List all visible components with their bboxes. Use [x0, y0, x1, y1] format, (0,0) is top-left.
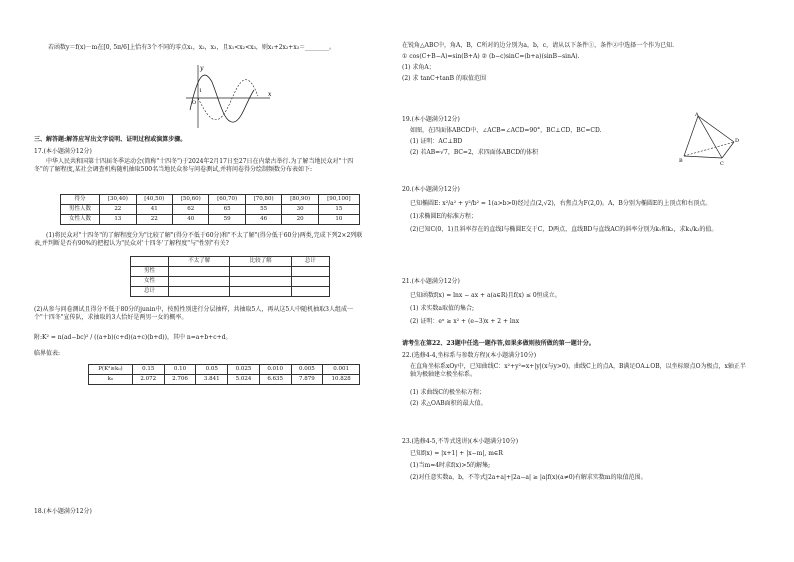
tri-label-b: B [679, 158, 683, 164]
tri-label-a: A [695, 112, 699, 118]
sine-graph [184, 62, 274, 132]
tetrahedron-figure [678, 112, 742, 166]
q18-head: 18.(本小题满分12分) [34, 508, 92, 515]
crit-row-k: k₀ 2.072 2.706 3.841 5.024 6.635 7.879 10.828 [89, 375, 360, 385]
q18-sub2: (2) 求 tanC+tanB 的取值范围 [402, 75, 486, 82]
q21-head: 21.(本小题满分12分) [402, 278, 460, 285]
q19-sub2: (2) 若AB=√7，BC=2，求四面体ABCD的体积 [410, 149, 539, 156]
q18-options: ① cos(C+B−A)=sin(B+A) ② (b−c)sinC=(b+a)(sinB−sinA). [402, 53, 580, 60]
section3-heading: 三、解答题:解答应写出文字说明、证明过程或演算步骤。 [34, 136, 187, 143]
q22-sub1: (1) 求曲线C的极坐标方程； [410, 389, 485, 396]
formula: 附:K² = n(ad−bc)² / ((a+b)(c+d)(a+c)(b+d))，其中 n=a+b+c+d。 [34, 334, 232, 341]
q20-intro: 已知椭圆E: x²/a² + y²/b² = 1(a>b>0)经过点(2,√2)，右焦点为F(2,0)。A，B分别为椭圆E的上顶点和右顶点。 [410, 200, 712, 207]
tri-label-c: C [720, 161, 724, 166]
q18-intro: 在锐角△ABC中，角A，B，C所对的边分别为a，b，c，请从以下条件①，条件②中选择一个作为已知. [402, 42, 675, 49]
crit-row-p: P(K²≥k₀) 0.15 0.10 0.05 0.025 0.010 0.005 0.001 [89, 365, 360, 375]
q17-intro: 中华人民共和国第十四届冬季运动会(简称"十四冬")于2024年2月17日至27日在内蒙古举行.为了解当地民众对"十四冬"的了解程度,某社会调查机构随机抽取500名当地民众参与问卷测试,并将问卷得分绘制频数分布表如下: [34, 158, 354, 174]
q17-head: 17.(本小题满分12分) [34, 148, 92, 155]
q16-text: 若函数y＝f(x)－m在[0, 5π/6]上恰有3个不同的零点x₁，x₂，x₃，且x₁<x₂<x₃，则x₁+2x₂+x₃＝________。 [48, 44, 336, 51]
cont-header-row: 不太了解 比较了解 总计 [131, 257, 330, 267]
cont-row-female: 女性 [131, 277, 330, 287]
q17-part1: (1)将民众对"十四冬"的了解程度分为"比较了解"(得分不低于60分)和"不太了解"(得分低于60分)两类,完成下列2×2列联表,并判断是否有90%的把握认为"民众对'十四冬'了解程度"与"性别"有关? [34, 232, 363, 248]
q22-intro: 在直角坐标系xOy中，已知曲线C：x²+y²=x+|y|(x与y>0)，曲线C上的点A，B满足OA⊥OB，以坐标原点O为极点，x轴正半轴为极轴建立极坐标系。 [410, 363, 746, 379]
q20-head: 20.(本小题满分12分) [402, 186, 460, 193]
critical-table [88, 364, 360, 385]
elective-note: 请考生在第22、23题中任选一题作答,如果多做则按所做的第一题计分。 [402, 340, 595, 347]
origin-label: O [192, 100, 197, 106]
freq-header-row: 得分 [30,40) [40,50) [50,60) [60,70) [70,80) [80,90) [90,100] [61, 195, 360, 205]
q22-head: 22.(选修4-4,坐标系与参数方程)(本小题满分10分) [402, 352, 537, 359]
q18-sub1: (1) 求角A； [402, 64, 435, 71]
q19-head: 19.(本小题满分12分) [402, 116, 460, 123]
freq-row-female: 女性人数 13 22 40 59 46 20 10 [61, 215, 360, 225]
q23-sub2: (2)对任意实数a，b，不等式|2a+a|+|2a−a| ≥ |a|f(x)(a≠0)有解求实数m的取值范围。 [410, 474, 647, 481]
q17-part2: (2)从参与问卷测试且得分不低于80分的junin中，按照性别进行分层抽样，共抽取5人，再从这5人中随机抽取3人组成一个"十四冬"宣传队，求抽取的3人恰好是两男一女的概率。 [34, 306, 353, 322]
q20-sub1: (1)求椭圆E的标准方程； [410, 213, 477, 220]
q21-sub2: (2) 证明：eˣ ≥ x² + (e−3)x + 2 + lnx [410, 318, 520, 325]
value-label: 1 [199, 88, 203, 94]
contingency-table [130, 256, 330, 297]
q23-sub1: (1)当m=4时求f(x)>5的解集; [410, 462, 491, 469]
tri-label-d: D [735, 138, 740, 144]
critical-title: 临界值表: [34, 350, 61, 357]
curve-solid [190, 75, 254, 122]
cont-row-total: 总计 [131, 287, 330, 297]
cont-row-male: 男性 [131, 267, 330, 277]
q21-sub1: (1) 求实数a取值的集合; [410, 305, 475, 312]
q23-head: 23.(选修4-5,不等式选讲)(本小题满分10分) [402, 438, 519, 445]
q23-intro: 已知f(x) = |x+1| + |x−m|, m∈R [410, 450, 503, 457]
q22-sub2: (2) 求△OAB面积的最大值。 [410, 400, 487, 407]
q21-intro: 已知函数f(x) = lnx − ax + a(a∈R)且f(x) ≤ 0恒成立。 [410, 292, 561, 299]
freq-row-male: 男性人数 22 41 62 65 55 30 15 [61, 205, 360, 215]
y-label: y [200, 65, 204, 72]
q19-sub1: (1) 证明：AC⊥BD [410, 138, 463, 145]
q19-intro: 如图，在四面体ABCD中，∠ACB=∠ACD=90°，BC⊥CD，BC=CD. [410, 127, 602, 134]
x-label: x [268, 91, 272, 98]
q20-sub2: (2)已知C(0，1)且斜率存在的直线l与椭圆E交于C，D两点，直线BD与直线AC的斜率分别为k₁和k₂，求k₁/k₂的值。 [410, 226, 718, 233]
frequency-table [60, 194, 360, 225]
